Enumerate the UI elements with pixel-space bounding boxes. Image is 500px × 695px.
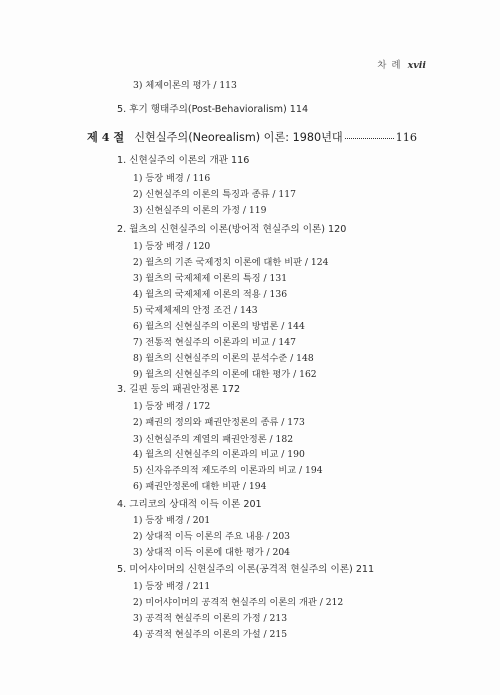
toc-entry: 7) 전통적 현실주의 이론과의 비교 / 147: [133, 337, 296, 348]
toc-subsection: 3. 길핀 등의 패권안정론 172: [117, 384, 241, 395]
toc-entry: 2) 월츠의 기존 국제정치 이론에 대한 비판 / 124: [133, 257, 329, 268]
toc-entry: 4) 공격적 현실주의 이론의 가설 / 215: [133, 629, 288, 640]
section-page: 116: [395, 131, 417, 144]
leader-dots: [345, 130, 394, 139]
section-title: 신현실주의(Neorealism) 이론: 1980년대: [134, 131, 343, 144]
toc-entry: 2) 미어샤이머의 공격적 현실주의 이론의 개관 / 212: [133, 597, 344, 608]
toc-entry: 1) 등장 배경 / 201: [133, 515, 211, 526]
section-heading: [87, 129, 417, 145]
toc-entry: 3) 월츠의 국제체제 이론의 특징 / 131: [133, 273, 288, 284]
toc-entry: 5) 국제체제의 안정 조건 / 143: [133, 305, 258, 316]
toc-entry: 6) 패권안정론에 대한 비판 / 194: [133, 481, 267, 492]
toc-subsection: 2. 월츠의 신현실주의 이론(방어적 현실주의 이론) 120: [117, 224, 347, 235]
toc-entry: 3) 공격적 현실주의 이론의 가정 / 213: [133, 613, 288, 624]
header-label: 차 례: [377, 60, 402, 71]
toc-entry: 2) 패권의 정의와 패권안정론의 종류 / 173: [133, 417, 305, 428]
toc-entry: 4) 월츠의 국제체제 이론의 적용 / 136: [133, 289, 288, 300]
toc-entry: 3) 체제이론의 평가 / 113: [133, 80, 237, 91]
toc-entry: 1) 등장 배경 / 116: [133, 173, 211, 184]
toc-entry: 2) 신현실주의 이론의 특징과 종류 / 117: [133, 189, 296, 200]
toc-entry: 3) 신현실주의 계열의 패권안정론 / 182: [133, 434, 294, 445]
running-header: [377, 57, 426, 71]
toc-entry: 3) 신현실주의 이론의 가정 / 119: [133, 205, 267, 216]
toc-entry: 8) 월츠의 신현실주의 이론의 분석수준 / 148: [133, 353, 314, 364]
toc-entry: 3) 상대적 이득 이론에 대한 평가 / 204: [133, 547, 291, 558]
toc-entry: 2) 상대적 이득 이론의 주요 내용 / 203: [133, 531, 291, 542]
toc-subsection: 4. 그리코의 상대적 이득 이론 201: [117, 499, 262, 510]
toc-entry: 1) 등장 배경 / 211: [133, 581, 211, 592]
toc-entry: 9) 월츠의 신현실주의 이론에 대한 평가 / 162: [133, 369, 317, 380]
header-page-number: xvii: [407, 60, 426, 71]
toc-entry: 1) 등장 배경 / 120: [133, 241, 211, 252]
toc-entry: 5. 후기 행태주의(Post-Behavioralism) 114: [117, 104, 309, 115]
toc-subsection: 1. 신현실주의 이론의 개관 116: [117, 155, 250, 166]
toc-entry: 5) 신자유주의적 제도주의 이론과의 비교 / 194: [133, 465, 323, 476]
section-number: 제 4 절: [87, 130, 125, 144]
toc-entry: 1) 등장 배경 / 172: [133, 401, 211, 412]
toc-entry: 4) 월츠의 신현실주의 이론과의 비교 / 190: [133, 449, 305, 460]
toc-entry: 6) 월츠의 신현실주의 이론의 방법론 / 144: [133, 321, 305, 332]
toc-subsection: 5. 미어샤이머의 신현실주의 이론(공격적 현실주의 이론) 211: [117, 564, 375, 575]
